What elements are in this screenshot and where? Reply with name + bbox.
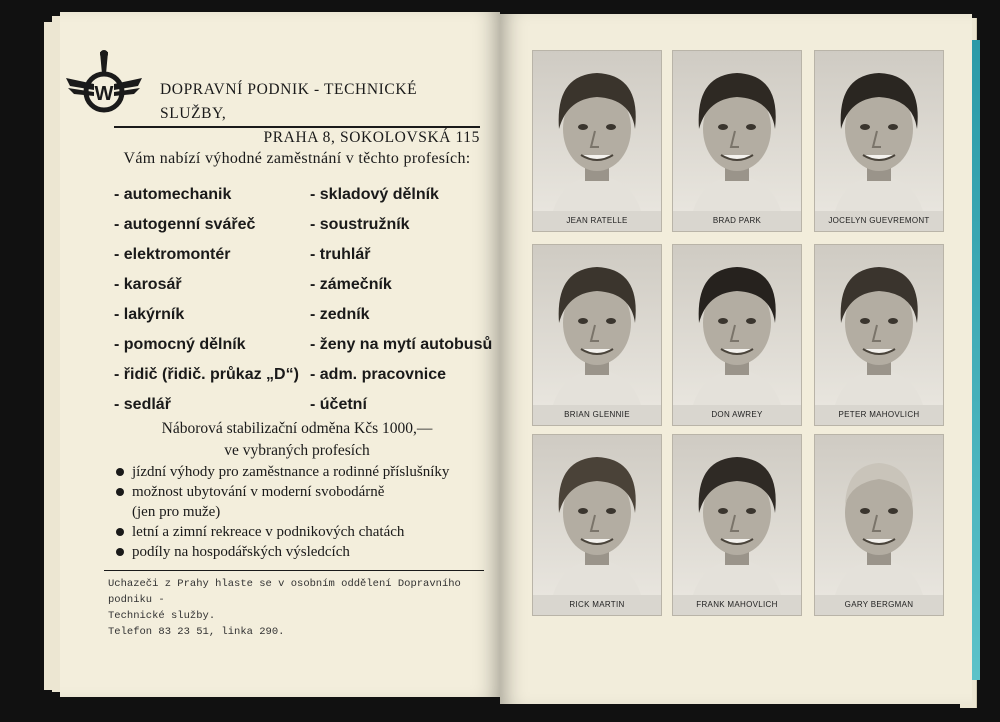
job-item: - autogenní svářeč (114, 216, 256, 233)
bullet-icon (116, 488, 124, 496)
benefits-list (114, 462, 494, 562)
recruitment-bonus (114, 418, 480, 462)
player-portrait-icon (673, 245, 801, 405)
player-portrait-icon (673, 435, 801, 595)
jobs-list-right (310, 180, 492, 420)
job-item: - řidič (řidič. průkaz „D“) (114, 366, 299, 383)
job-item: - sedlář (114, 396, 171, 413)
job-item: - truhlář (310, 246, 371, 263)
job-item: - ženy na mytí autobusů (310, 336, 493, 353)
contact-line-3: Telefon 83 23 51, linka 290. (108, 626, 285, 638)
reward-line-1: Náborová stabilizační odměna Kčs 1000,— (161, 420, 433, 437)
player-photo-card (532, 244, 662, 426)
job-item: - automechanik (114, 186, 232, 203)
job-item: - soustružník (310, 216, 410, 233)
player-photo-card (814, 244, 944, 426)
job-item: - elektromontér (114, 246, 231, 263)
job-item: - karosář (114, 276, 182, 293)
player-portrait-icon (673, 51, 801, 211)
player-name: DON AWREY (711, 410, 763, 419)
player-portrait-icon (533, 245, 661, 405)
player-photo-card (814, 434, 944, 616)
benefit-text: letní a zimní rekreace v podnikových chatách (132, 524, 405, 540)
benefit-text: (jen pro muže) (132, 504, 221, 520)
benefit-item (114, 542, 494, 562)
job-item: - účetní (310, 396, 367, 413)
job-item: - pomocný dělník (114, 336, 246, 353)
footer-divider (104, 570, 484, 571)
player-photo-card (672, 50, 802, 232)
player-name: RICK MARTIN (569, 600, 625, 609)
player-name: FRANK MAHOVLICH (696, 600, 778, 609)
player-name: BRAD PARK (712, 216, 762, 225)
bullet-icon (116, 468, 124, 476)
transit-wing-logo-icon (64, 48, 144, 118)
benefit-item (114, 482, 494, 502)
player-photo-card (672, 244, 802, 426)
benefit-item (114, 502, 494, 522)
company-name (160, 78, 480, 150)
company-line-1: DOPRAVNÍ PODNIK - TECHNICKÉ SLUŽBY, (160, 81, 418, 122)
bullet-icon (116, 548, 124, 556)
job-item: - zedník (310, 306, 370, 323)
reward-line-2: ve vybraných profesích (224, 442, 370, 459)
benefit-text: jízdní výhody pro zaměstnance a rodinné příslušníky (132, 464, 450, 480)
player-photo-card (672, 434, 802, 616)
bullet-icon (116, 528, 124, 536)
benefit-text: možnost ubytování v moderní svobodárně (132, 484, 385, 500)
contact-line-2: Technické služby. (108, 610, 216, 622)
right-page-edge-accent (972, 40, 980, 680)
jobs-list-left (114, 180, 299, 420)
company-address: PRAHA 8, SOKOLOVSKÁ 115 (263, 129, 480, 146)
benefit-item (114, 462, 494, 482)
contact-info (108, 576, 488, 640)
benefit-text: podíly na hospodářských výsledcích (132, 544, 350, 560)
job-item: - lakýrník (114, 306, 185, 323)
benefit-item (114, 522, 494, 542)
player-name: PETER MAHOVLICH (838, 410, 920, 419)
player-name: JOCELYN GUEVREMONT (828, 216, 930, 225)
intro-text: Vám nabízí výhodné zaměstnání v těchto profesích: (123, 150, 471, 167)
player-portrait-icon (815, 435, 943, 595)
player-portrait-icon (815, 51, 943, 211)
player-photo-card (532, 50, 662, 232)
player-photo-card (814, 50, 944, 232)
logo-letter: W (94, 83, 114, 105)
player-name: BRIAN GLENNIE (564, 410, 630, 419)
header-divider (114, 126, 480, 128)
player-name: GARY BERGMAN (844, 600, 914, 609)
advertisement-header (64, 40, 480, 146)
player-photo-card (532, 434, 662, 616)
job-item: - skladový dělník (310, 186, 439, 203)
contact-line-1: Uchazeči z Prahy hlaste se v osobním oddělení Dopravního podniku - (108, 578, 461, 606)
player-portrait-icon (533, 435, 661, 595)
job-item: - zámečník (310, 276, 392, 293)
player-portrait-icon (533, 51, 661, 211)
job-item: - adm. pracovnice (310, 366, 447, 383)
player-name: JEAN RATELLE (566, 216, 628, 225)
player-portrait-icon (815, 245, 943, 405)
